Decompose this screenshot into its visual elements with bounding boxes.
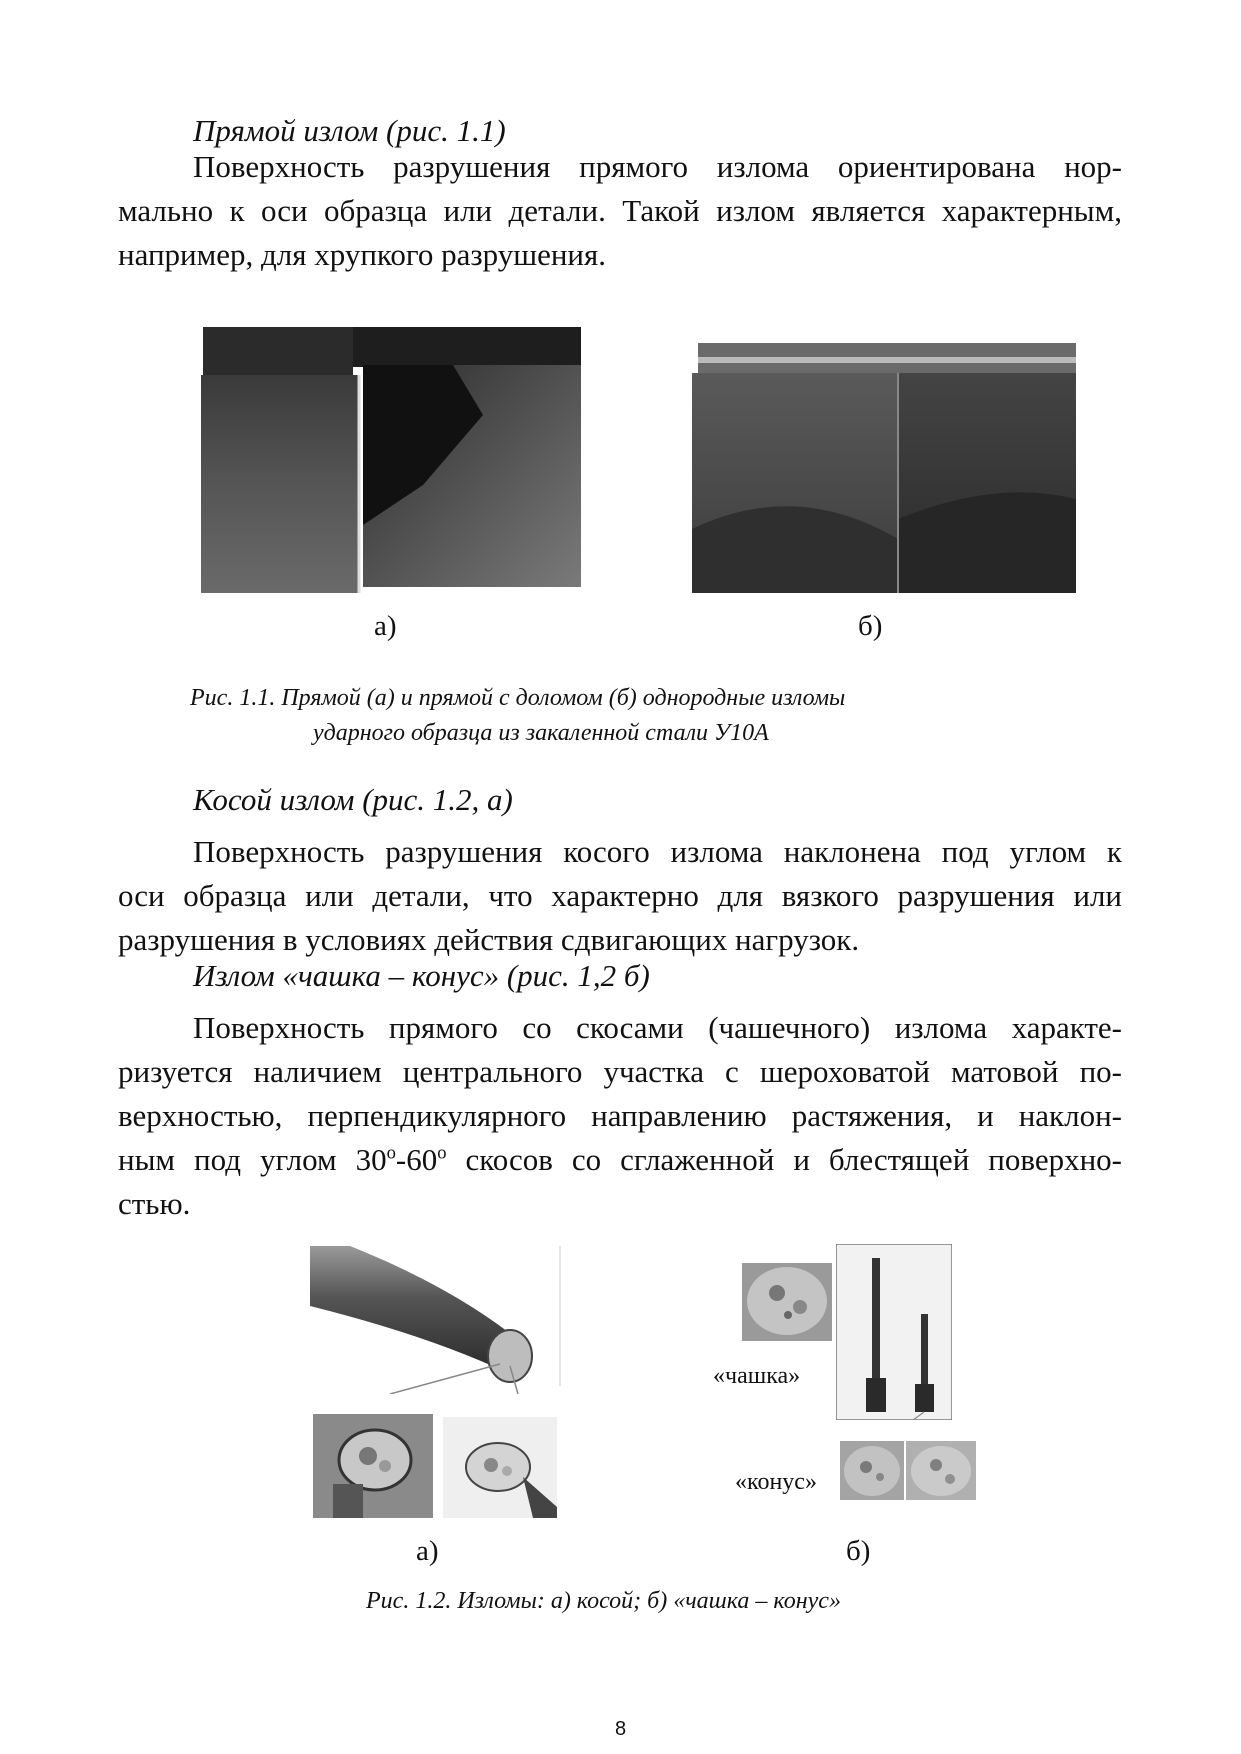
text-line: Поверхность прямого со скосами (чашечного) излома характе-: [193, 1010, 1122, 1045]
figure-1-2b-label: б): [846, 1535, 871, 1567]
heading-oblique-fracture: Косой излом (рис. 1.2, а): [193, 782, 513, 817]
heading-straight-fracture: Прямой излом (рис. 1.1): [193, 113, 506, 148]
text-line: оси образца или детали, что характерно для вязкого разрушения или: [118, 878, 1122, 913]
text-line: Поверхность разрушения прямого излома ориентирована нор-: [193, 149, 1122, 184]
figure-1-2b-cone-inset-left: [840, 1441, 904, 1500]
figure-1-2a-inset-left: [313, 1414, 433, 1518]
heading-cup-cone-fracture: Излом «чашка – конус» (рис. 1,2 б): [193, 958, 650, 993]
paragraph-straight-fracture: [118, 145, 1122, 277]
text-line: ным под углом $30^о-60^о$ скосов со сглаженной и блестящей поверхно-: [118, 1142, 1122, 1177]
figure-1-2b-specimens-photo: [836, 1244, 952, 1420]
figure-1-1a-photo: [193, 325, 591, 597]
figure-1-1-caption-line2: ударного образца из закаленной стали У10А: [313, 720, 769, 746]
figure-1-2a-inset-right: [443, 1417, 557, 1518]
figure-1-2b-cone-inset-right: [906, 1441, 976, 1500]
text-line: разрушения в условиях действия сдвигающих нагрузок.: [118, 922, 860, 957]
page-number: 8: [614, 1718, 627, 1740]
text-line: мально к оси образца или детали. Такой излом является характерным,: [118, 193, 1122, 228]
figure-1-2b-cup-inset: [742, 1263, 832, 1341]
text-line: например, для хрупкого разрушения.: [118, 237, 607, 272]
paragraph-cup-cone-fracture: [118, 1006, 1122, 1226]
figure-1-1b-photo: [676, 329, 1078, 603]
text-line: стью.: [118, 1186, 191, 1221]
figure-1-1a-label: а): [374, 610, 397, 642]
figure-1-1-caption-line1: Рис. 1.1. Прямой (а) и прямой с доломом (б) однородные изломы: [190, 685, 846, 711]
paragraph-oblique-fracture: [118, 830, 1122, 962]
figure-1-2a-rod-photo: [310, 1246, 562, 1394]
figure-1-2-caption: Рис. 1.2. Изломы: а) косой; б) «чашка – конус»: [366, 1588, 841, 1614]
figure-1-1b-label: б): [858, 610, 883, 642]
cone-label: «конус»: [735, 1469, 817, 1495]
text-line: Поверхность разрушения косого излома наклонена под углом к: [193, 834, 1122, 869]
figure-1-2a-label: а): [416, 1535, 439, 1567]
text-line: ризуется наличием центрального участка с шероховатой матовой по-: [118, 1054, 1122, 1089]
text-line: верхностью, перпендикулярного направлению растяжения, и наклон-: [118, 1098, 1122, 1133]
cup-label: «чашка»: [713, 1363, 801, 1389]
